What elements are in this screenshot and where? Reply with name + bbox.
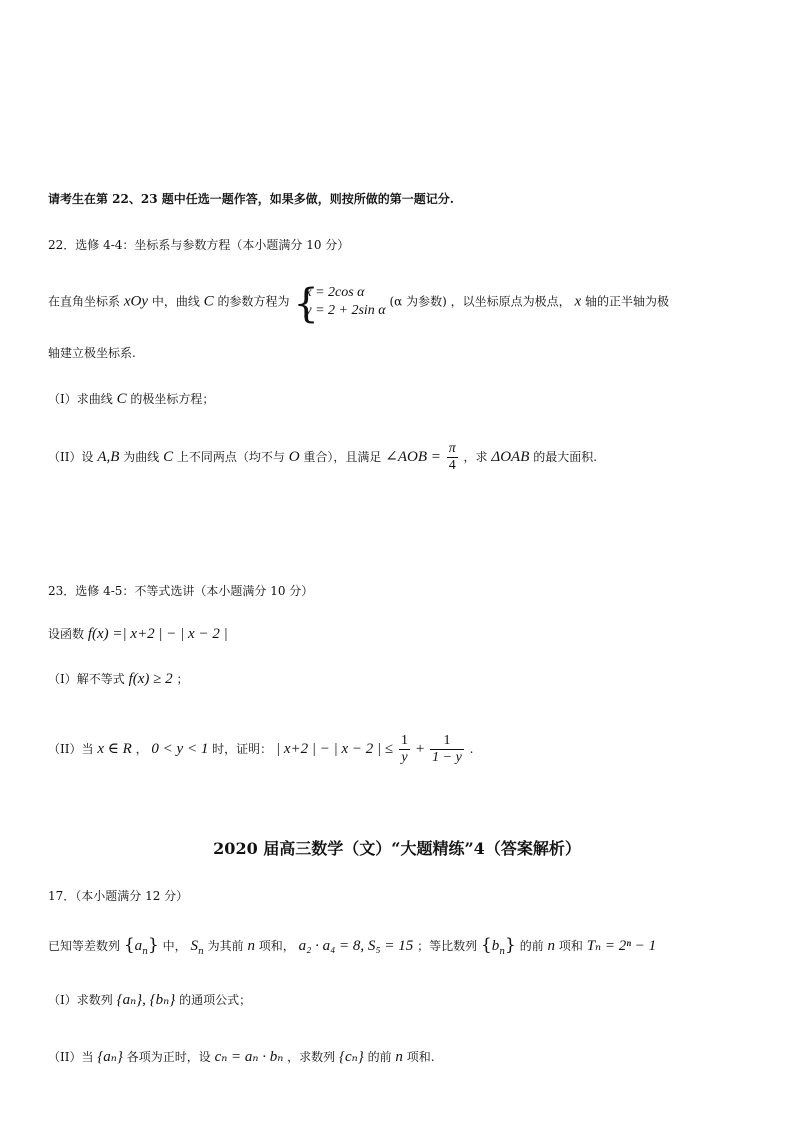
- fraction-numerator: 1: [430, 733, 464, 750]
- q17-n: n: [547, 938, 556, 954]
- q23-function: f(x) =| x+2 | − | x − 2 |: [87, 626, 228, 642]
- q17-part1: [48, 992, 251, 1008]
- right-brace: }: [147, 935, 159, 955]
- q17-part2-text: ，求数列: [287, 1050, 336, 1064]
- right-brace: }: [505, 935, 516, 955]
- plus-sign: +: [415, 741, 425, 757]
- q23-part2-text: ，: [135, 742, 148, 756]
- q17-stem-text: 为其前: [207, 939, 244, 953]
- q22-part2-text: 为曲线: [123, 450, 160, 464]
- q17-condition: a₂ · a₄ = 8, S₅ = 15: [298, 938, 414, 954]
- q22-part2-text: 重合），且满足: [303, 450, 382, 464]
- q23-part2-text: .: [469, 742, 474, 756]
- q17-stem-text: 的前: [519, 939, 544, 953]
- q23-condition-x: x ∈ R: [97, 741, 132, 757]
- q22-curve-name: C: [163, 449, 174, 465]
- q22-part2-text: 的最大面积.: [533, 450, 598, 464]
- q23-stem: [48, 626, 228, 642]
- q23-part2-text: （II）当: [48, 742, 94, 756]
- q22-part2: [48, 441, 597, 474]
- q22-stem-line2: 轴建立极坐标系.: [48, 346, 136, 360]
- q22-stem-text: 在直角坐标系: [48, 294, 121, 309]
- q23-inequality: f(x) ≥ 2: [128, 671, 173, 687]
- q17-cn-def: cₙ = aₙ · bₙ: [214, 1049, 284, 1065]
- q17-seq-b: b: [491, 938, 500, 954]
- left-brace: {: [480, 935, 492, 955]
- q22-points: A,B: [97, 449, 120, 465]
- q17-stem-text: 中，: [162, 939, 187, 953]
- q23-part1: [48, 671, 188, 687]
- fraction-numerator: π: [448, 441, 456, 456]
- q22-stem-text: ，以坐标原点为极点，: [450, 294, 571, 309]
- q17-header: 17．（本小题满分 12 分）: [48, 889, 189, 903]
- q23-part1-text: ；: [176, 672, 189, 686]
- q17-stem-text: 项和，: [258, 939, 295, 953]
- fraction-denominator: 1 − y: [432, 750, 462, 765]
- q17-part2-text: （II）当: [48, 1050, 94, 1064]
- answer-section-title: 2020 届高三数学（文）“大题精练”4（答案解析）: [213, 839, 581, 858]
- q22-param-eq2: y = 2 + 2sin α: [305, 303, 386, 318]
- q22-curve-name: C: [203, 293, 214, 310]
- q22-header: 22．选修 4-4：坐标系与参数方程（本小题满分 10 分）: [48, 238, 350, 252]
- q17-stem-text: 项和: [558, 939, 583, 953]
- q22-part2-text: 上不同两点（均不与: [176, 450, 285, 464]
- q17-n: n: [395, 1049, 403, 1065]
- q17-sequences: {aₙ}, {bₙ}: [116, 992, 176, 1008]
- q17-part1-text: （I）求数列: [48, 993, 113, 1007]
- q22-part1-text: （I）求曲线: [48, 392, 113, 406]
- q23-part1-text: （I）解不等式: [48, 672, 125, 686]
- q17-sum-symbol: S: [190, 938, 198, 954]
- q22-part1: [48, 391, 214, 407]
- q22-param-note: (α 为参数): [389, 294, 447, 309]
- q22-stem-text: 中，曲线: [151, 294, 200, 309]
- q17-part2: [48, 1049, 435, 1065]
- q22-part1-text: 的极坐标方程；: [130, 392, 215, 406]
- q23-part2: [48, 733, 473, 766]
- q22-coordinate-system: xOy: [123, 293, 148, 310]
- fraction-denominator: y: [401, 750, 408, 765]
- q22-part2-text: ，求: [463, 450, 488, 464]
- left-brace: {: [293, 281, 319, 327]
- q17-stem: 已知等差数列 $\{a_n\}$ 中， $S_n$ 为其前 n 项和， a₂ · a₄ = 8, S₅ = 15 ；等比数列 $\{b_n\}$ 的前 n 项和 Tₙ = 2ⁿ − 1: [48, 935, 657, 957]
- q23-stem-text: 设函数: [48, 627, 85, 641]
- q22-curve-name: C: [116, 391, 127, 407]
- q17-stem-text: ；等比数列: [417, 939, 478, 953]
- fraction-denominator: 4: [448, 458, 456, 473]
- q22-param-system: [293, 281, 386, 327]
- q17-part2-text: 各项为正时，设: [126, 1050, 211, 1064]
- q17-part1-text: 的通项公式；: [179, 993, 252, 1007]
- q22-stem-text: 轴的正半轴为极: [584, 294, 669, 309]
- q17-n: n: [247, 938, 255, 954]
- q23-lhs: | x+2 | − | x − 2 | ≤: [276, 741, 394, 757]
- q22-param-eq1: x = 2cos α: [305, 285, 365, 300]
- left-brace: {: [123, 935, 135, 955]
- q23-condition-y: 0 < y < 1: [151, 741, 209, 757]
- q23-header: 23．选修 4-5：不等式选讲（本小题满分 10 分）: [48, 584, 314, 598]
- q22-stem: [48, 281, 669, 327]
- q17-sum-formula: Tₙ = 2ⁿ − 1: [586, 938, 657, 954]
- q17-seq-a: a: [134, 938, 143, 954]
- q17-seq-a: {aₙ}: [97, 1049, 123, 1065]
- q23-part2-text: 时，证明：: [212, 742, 273, 756]
- q22-part2-text: （II）设: [48, 450, 94, 464]
- q22-angle: ∠AOB =: [385, 449, 441, 465]
- q22-x-var: x: [574, 293, 582, 310]
- q17-part2-text: 的前: [367, 1050, 392, 1064]
- q23-fraction-2: [430, 733, 464, 766]
- q22-triangle: ΔOAB: [491, 449, 530, 465]
- q22-origin: O: [288, 449, 300, 465]
- q17-seq-c: {cₙ}: [339, 1049, 364, 1065]
- instruction-text: 请考生在第 22、23 题中任选一题作答，如果多做，则按所做的第一题记分.: [48, 192, 454, 206]
- q23-fraction-1: [399, 733, 410, 766]
- q22-stem-text: 的参数方程为: [217, 294, 290, 309]
- q17-stem-text: 已知等差数列: [48, 939, 121, 953]
- fraction-numerator: 1: [401, 733, 408, 748]
- q17-part2-text: 项和.: [406, 1050, 435, 1064]
- q22-angle-fraction: [447, 441, 458, 474]
